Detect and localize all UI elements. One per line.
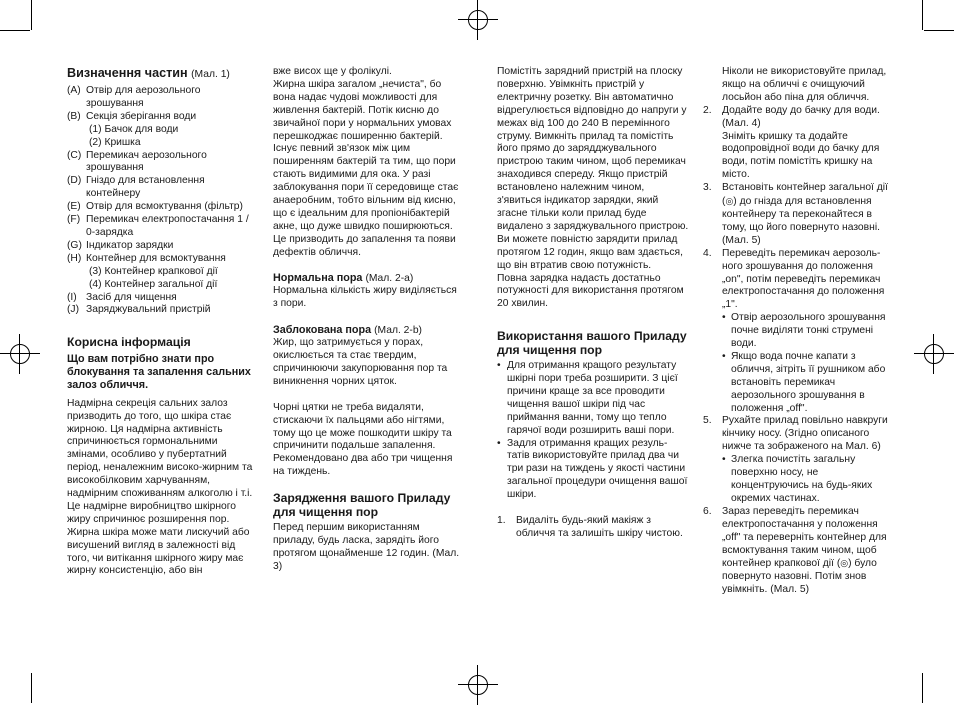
trim-mark-top-left: [31, 0, 32, 30]
usage-bullet: • Задля отримання кращих резуль-татів використовуйте прилад два чи три рази на тиждень у якості частини загальної процедури очищення вашої шкіри.: [497, 437, 688, 501]
trim-mark-bottom-right: [922, 673, 923, 703]
step-3: 3. Встановіть контейнер загальної дії (◎) до гнізда для встановлення контейнеру та переконайтеся в тому, що його повернуто назовні. (Мал. 5): [703, 182, 888, 246]
step-5-bullet: • Злегка почистіть загальну поверхню носу, не концентруючись на будь-яких окремих частинах.: [722, 454, 873, 504]
parts-list-subitem: (1) Бачок для води: [89, 123, 179, 135]
column-1: [67, 66, 253, 578]
parts-list-subitem: (3) Контейнер крапкової дії: [89, 265, 218, 277]
trim-mark-top-left-h: [0, 30, 30, 31]
parts-list-item: (J) Заряджувальний пристрій: [67, 304, 211, 316]
parts-list-subitem: (4) Контейнер загальної дії: [89, 278, 218, 290]
step-5: 5. Рухайте прилад повільно навкруги кінчику носу. (Згідно описаного нижче та зображеного на Мал. 6): [703, 415, 888, 453]
usage-bullet: • Для отримання кращого результату шкірні пори треба розширити. З цієї причини краще за все проводити чищення вашої шкіри під час приймання ванни, тому що тепло гарячої води розширить ваші пори.: [497, 360, 678, 436]
step-1-continued: Ніколи не використовуйте прилад, якщо на обличчі є очищуючий лосьйон або піна для обличчя.: [722, 66, 887, 103]
normal-pore-title: Нормальна пора (Мал. 2-a): [273, 272, 414, 285]
parts-list-item: (F) Перемикач електропостачання 1 / 0-зарядка: [67, 214, 249, 238]
info-paragraph-2: Це надмірне виробництво шкірного жиру спричинює розширення пор. Жирна шкіра може мати лискучий або висушений вигляд в залежності від того, чи витікання шкірного жиру має жирну консистенцію, або він: [67, 500, 250, 577]
info-paragraph-1: Надмірна секреція сальних залоз призводить до того, що шкіра стає жирною. Ця надмірна активність спричинюється гормональними змінами, особливо у пубертатний період, неналежним високо-жирним та високобілковим харчуванням, надмірним споживанням алкоголю і т.і.: [67, 397, 253, 500]
column-4: [703, 66, 893, 597]
trim-mark-bottom-left: [31, 673, 32, 703]
parts-list-item: (A) Отвір для аерозольного зрошування: [67, 85, 201, 109]
parts-list-item: (I) Засіб для чищення: [67, 291, 177, 303]
column-2: [273, 66, 463, 574]
col2-paragraph-2: Жирна шкіра загалом „нечиста", бо вона надає чудові можливості для живлення бактерій. Потік кисню до звичайної пори у нормальних умовах перешкоджає поширенню бактерій. Існує певний зв'язок між цим поширенням бактерій та тим, що пори стають видимими для ока. У разі заблокування пори її середовище стає анаеробним, тобто вільним від кисню, що є ідеальним для пропіонібактерій акне, що дуже швидко поширюються. Це призводить до запалення та появи дефектів обличчя.: [273, 78, 459, 258]
blackheads-text: Чорні цятки не треба видаляти, стискаючи їх пальцями або нігтями, тому що це може пошкодити шкіру та спричинити подальше запалення. Рекомендовано два або три чищення на тиждень.: [273, 401, 453, 478]
parts-list-item: (D) Гніздо для встановлення контейнеру: [67, 175, 205, 200]
step-6: 6. Зараз переведіть перемикач електропостачання у положення „off" та переверніть контейнер для всмоктування таким чином, щоб контейнер крапкової дії (◎) було повернуто назовні. Потім знов увімкніть. (Мал. 5): [703, 505, 887, 596]
parts-list-item: (C) Перемикач аерозольного зрошування: [67, 149, 207, 174]
parts-list-item: (G) Індикатор зарядки: [67, 239, 174, 251]
column-3: [497, 66, 689, 541]
col3-paragraph-2: Повна зарядка надасть достатньо потужності для використання протягом 20 хвилин.: [497, 272, 684, 310]
step-2-continued: Зніміть кришку та додайте водопровідної води до бачку для води, потім помістіть кришку на місто.: [722, 130, 880, 181]
usage-bullets: [497, 360, 689, 502]
info-title: Корисна інформація: [67, 335, 191, 350]
registration-mark-bottom: [458, 665, 498, 705]
registration-mark-top: [458, 0, 498, 40]
step-2: 2. Додайте воду до бачку для води. (Мал. 4): [703, 104, 880, 129]
spot-container-icon: ◎: [840, 558, 849, 569]
step-4: 4. Переведіть перемикач аерозоль-ного зрошування до положення „on", потім переведіть перемикач електропостачання до положення „1".: [703, 247, 885, 311]
charging-title: Зарядження вашого Приладу для чищення пор: [273, 491, 451, 519]
col2-paragraph-1: вже висох ще у фолікулі.: [273, 66, 392, 77]
col3-paragraph-1: Помістіть зарядний пристрій на плоску поверхню. Увімкніть пристрій у електричну розетку. Він автоматично відрегулюється відповідно до напруги у межах від 100 до 240 В перемінного струму. Вимкніть прилад та помістіть його прямо до зарядджувального пристрою таким чином, щоб перемикач знаходився спереду. Якщо пристрій встановлено належним чином, з'явиться індикатор зарядки, який згасне тільки коли прилад буде видалено з заряджувального пристрою. Ви можете повністю зарядити прилад протягом 12 годин, якщо вам здається, що він втратив свою потужність.: [497, 66, 689, 271]
parts-list-item: (B) Секція зберігання води: [67, 110, 197, 122]
parts-list: [67, 85, 253, 317]
step-4-bullet: • Якщо вода почне капати з обличчя, зітріть її рушником або встановіть перемикач аерозольного зрошування в положення „off".: [722, 350, 886, 414]
general-container-icon: ◎: [725, 196, 734, 207]
info-subtitle: Що вам потрібно знати про блокування та запалення сальних залоз обличчя.: [67, 352, 251, 391]
parts-list-item: (H) Контейнер для всмоктування: [67, 252, 226, 264]
blocked-pore-title: Заблокована пора (Мал. 2-b): [273, 324, 422, 337]
registration-mark-left: [0, 334, 40, 374]
parts-title: Визначення частин (Мал. 1): [67, 66, 230, 80]
blocked-pore-text: Жир, що затримується у порах, окислюється та стає твердим, спричинюючи закупорювання пор та виникнення чорних цяток.: [273, 337, 448, 387]
step-1: 1. Видаліть будь-який макіяж з обличчя та залишіть шкіру чистою.: [497, 514, 683, 539]
trim-mark-top-right: [922, 0, 923, 30]
trim-mark-top-right-h: [924, 30, 954, 31]
normal-pore-text: Нормальна кількість жиру виділяється з пори.: [273, 285, 457, 310]
usage-title: Використання вашого Приладу для чищення пор: [497, 329, 687, 357]
parts-list-subitem: (2) Кришка: [89, 136, 141, 148]
charging-text: Перед першим використанням приладу, будь ласка, зарядіть його протягом щонайменше 12 годин. (Мал. 3): [273, 522, 460, 572]
registration-mark-right: [914, 334, 954, 374]
parts-list-item: (E) Отвір для всмоктування (фільтр): [67, 201, 243, 213]
step-4-bullet: • Отвір аерозольного зрошування почне виділяти тонкі струмені води.: [722, 312, 886, 350]
